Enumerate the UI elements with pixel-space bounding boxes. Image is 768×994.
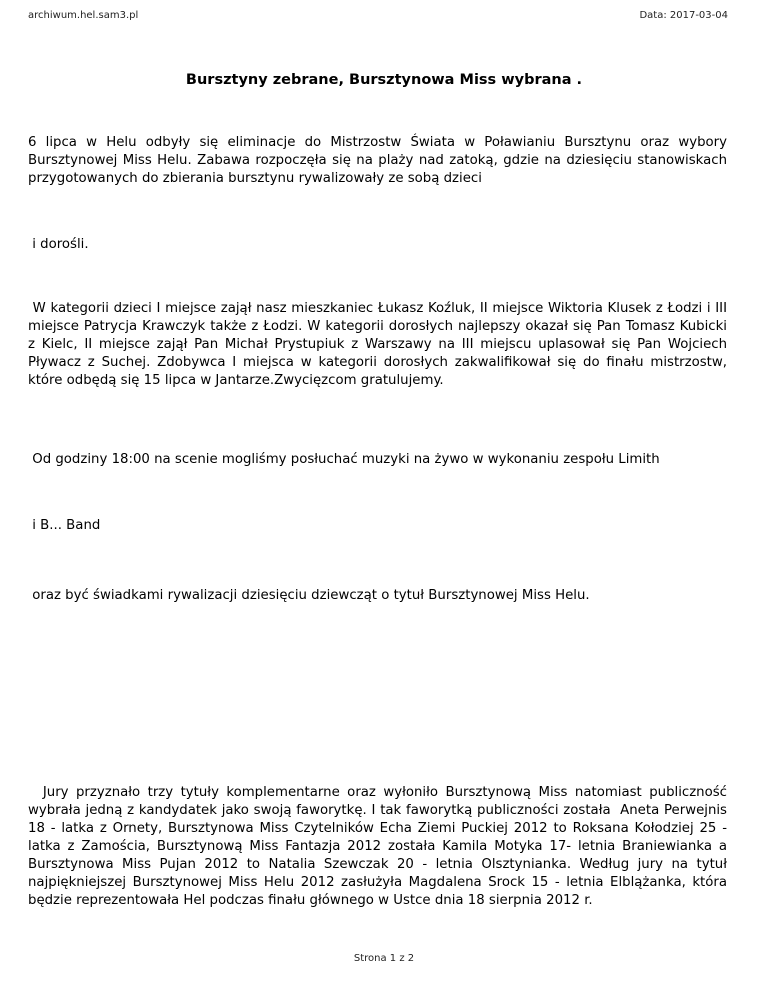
paragraph-band: i B... Band <box>28 518 101 533</box>
paragraph-contest: oraz być świadkami rywalizacji dziesięciu dziewcząt o tytuł Bursztynowej Miss Helu. <box>28 588 590 603</box>
paragraph-intro: 6 lipca w Helu odbyły się eliminacje do Mistrzostw Świata w Poławianiu Bursztynu oraz wybory Bursztynowej Miss Helu. Zabawa rozpoczęła się na plaży nad zatoką, gdzie na dziesięciu stanowiskach przygotowanych do zbierania bursztynu rywalizowały ze sobą dzieci <box>28 135 727 186</box>
paragraph-adults: i dorośli. <box>28 237 89 252</box>
print-date: Data: 2017-03-04 <box>639 10 728 21</box>
page-number: Strona 1 z 2 <box>353 953 415 964</box>
paragraph-music: Od godziny 18:00 na scenie mogliśmy posłuchać muzyki na żywo w wykonaniu zespołu Limith <box>28 452 660 467</box>
article-title: Bursztyny zebrane, Bursztynowa Miss wybrana . <box>185 72 583 88</box>
site-address: archiwum.hel.sam3.pl <box>28 10 139 21</box>
paragraph-results: W kategorii dzieci I miejsce zajął nasz mieszkaniec Łukasz Koźluk, II miejsce Wiktoria Klusek z Łodzi i III miejsce Patrycja Krawczyk także z Łodzi. W kategorii dorosłych najlepszy okazał się Pan Tomasz Kubicki z Kielc, II miejsce zajął Pan Michał Prystupiuk z Warszawy na III miejscu uplasował się Pan Wojciech Pływacz z Suchej. Zdobywca I miejsca w kategorii dorosłych zakwalifikował się do finału mistrzostw, które odbędą się 15 lipca w Jantarze.Zwycięzcom gratulujemy. <box>28 301 732 388</box>
paragraph-jury: Jury przyznało trzy tytuły komplementarne oraz wyłoniło Bursztynową Miss natomiast publiczność wybrała jedną z kandydatek jako swoją faworytkę. I tak faworytką publiczności została Aneta Perwejnis 18 - latka z Ornety, Bursztynowa Miss Czytelników Echa Ziemi Puckiej 2012 to Roksana Kołodziej 25 -latka z Zamościa, Bursztynową Miss Fantazja 2012 została Kamila Motyka 17- letnia Braniewianka a Bursztynowa Miss Pujan 2012 to Natalia Szewczak 20 - letnia Olsztynianka. Według jury na tytuł najpiękniejszej Bursztynowej Miss Helu 2012 zasłużyła Magdalena Srock 15 - letnia Elblążanka, która będzie reprezentowała Hel podczas finału głównego w Ustce dnia 18 sierpnia 2012 r. <box>28 785 732 908</box>
